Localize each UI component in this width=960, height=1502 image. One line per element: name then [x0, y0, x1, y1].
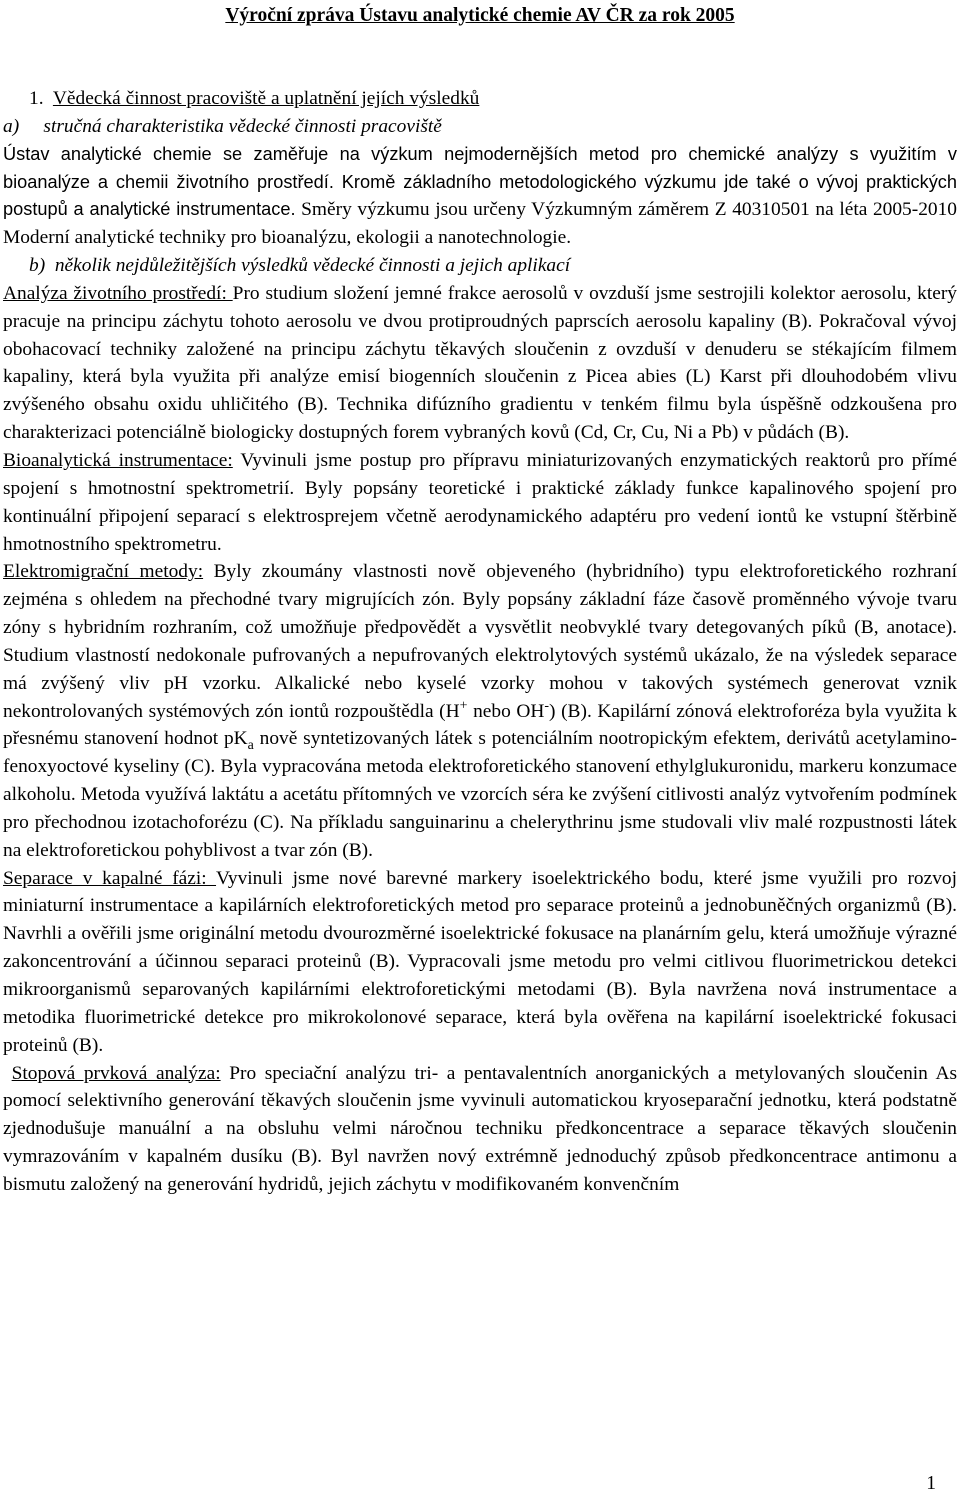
electromigration-text-1: Byly zkoumány vlastnosti nově objeveného (hybridního) typu elektroforetického rozhraní zejména s ohledem na přechodné tvary migrujících zón. Byly popsány základní fáze časově proměnného vývoje tvaru zóny s hybridním rozhraním, což umožňuje předpovědět a vysvětlit neobvyklé tvary detegovaných píků (B, anotace). Studium vlastností nedokonale pufrovaných a nepufrovaných elektrolytových systémů ukázalo, že na výsledek separace má zvýšený vliv pH vzorku. Alkalické nebo kyselé vzorky mohou v takových systémech generovat vznik nekontrolovaných systémových zón iontů rozpouštědla (H	[3, 561, 957, 722]
environment-text: Pro studium složení jemné frakce aerosolů v ovzduší jsme sestrojili kolektor aerosolu, který pracuje na principu záchytu tohoto aerosolu ve dvou protiproudných paprscích aerosolu kapaliny (B). Pokračoval vývoj obohacovací techniky založené na principu záchytu těkavých sloučenin z ovzduší v denuderu se stékajícím filmem kapaliny, která byla využita při analýze emisí biogenních sloučenin z Picea abies (L) Karst při dlouhodobém vlivu zvýšeného obsahu oxidu uhličitého (B). Technika difúzního gradientu v tenkém filmu byla úspěšně odzkoušena pro charakterizaci potenciálně biologicky dostupných forem vybraných kovů (Cd, Cr, Cu, Ni a Pb) v půdách (B).	[3, 282, 957, 444]
bioanalytical-paragraph	[3, 447, 957, 558]
environment-paragraph	[3, 280, 957, 447]
environment-label: Analýza životního prostředí:	[3, 282, 233, 304]
trace-analysis-label: Stopová prvková analýza:	[11, 1062, 221, 1084]
subsection-b-text: několik nejdůležitějších výsledků vědecké činnosti a jejich aplikací	[54, 255, 571, 277]
subscript-a: a	[247, 738, 254, 754]
section-heading: Vědecká činnost pracoviště a uplatnění jejích výsledků	[52, 88, 480, 109]
electromigration-text-3: ) (B). Kapilární zónová elektroforéza byla využita k přesnému stanovení hodnot pK	[3, 700, 957, 750]
trace-analysis-text: Pro speciační analýzu tri- a pentavalentních anorganických a metylovaných sloučenin As pomocí selektivního generování těkavých sloučenin jsme vyvinuli automatickou kryoseparační jednotku, která podstatně zjednodušuje manuální a na obsluhu velmi náročnou techniku předkoncentrace a separace těkavých sloučenin vymrazováním v kapalném dusíku (B). Byl navržen nový extrémně jednoduchý způsob předkoncentrace antimonu a bismutu založený na generování hydridů, jejich záchytu v modifikovaném konvenčním	[3, 1062, 957, 1195]
document-body	[3, 85, 957, 1199]
superscript-plus: +	[459, 698, 468, 714]
electromigration-paragraph	[3, 558, 957, 864]
subsection-a-label: a)	[3, 115, 20, 137]
bioanalytical-label: Bioanalytická instrumentace:	[3, 449, 233, 471]
page-number: 1	[926, 1473, 936, 1494]
bioanalytical-text: Vyvinuli jsme postup pro přípravu miniaturizovaných enzymatických reaktorů pro přímé spojení s hmotnostní spektrometrií. Byly popsány teoretické i praktické základy funkce kapalinového spojení pro kontinuální připojení separací s elektrosprejem včetně aerodynamického adaptéru pro vedení iontů ke vstupní štěrbině hmotnostního spektrometru.	[3, 449, 958, 555]
trace-analysis-paragraph	[3, 1060, 957, 1199]
subsection-b-line	[3, 252, 957, 280]
intro-paragraph	[3, 141, 957, 252]
intro-text-serif: Směry výzkumu jsou určeny Výzkumným záměrem Z 40310501 na léta 2005-2010 Moderní analytické techniky pro bioanalýzu, ekologii a nanotechnologie.	[3, 199, 957, 249]
electromigration-text-4: nově syntetizovaných látek s potenciálním nootropickým efektem, derivátů acetylamino-fenoxyoctové kyseliny (C). Byla vypracována metoda elektroforetického stanovení ethylglukuronidu, markeru konzumace alkoholu. Metoda využívá laktátu a acetátu přítomných ve vzorcích séra ke zvýšení citlivosti analýz vytvořením podmínek pro přechodnou izotachoforézu (C). Na příkladu sanguinarinu a chelerythrinu jsme studovali vliv malé rozpustnosti látek na elektroforetickou pohyblivost a tvar zón (B).	[3, 728, 957, 861]
superscript-minus: -	[544, 698, 550, 714]
subsection-b-label: b)	[29, 255, 46, 277]
subsection-a-line	[3, 113, 957, 141]
electromigration-label: Elektromigrační metody:	[3, 561, 204, 583]
electromigration-text-2: nebo OH	[467, 700, 545, 722]
separation-label: Separace v kapalné fázi:	[3, 867, 217, 889]
section-number: 1.	[29, 88, 44, 109]
separation-text: Vyvinuli jsme nové barevné markery isoelektrického bodu, které jsme využili pro rozvoj miniaturní instrumentace a kapilárních elektroforetických metod pro separace proteinů a jednobuněčných organizmů (B). Navrhli a ověřili jsme originální metodu dvourozměrné isoelektrické fokusace na planárním gelu, která umožňuje výrazné zakoncentrování a účinnou separaci proteinů (B). Vypracovali jsme metodu pro velmi citlivou fluorimetrickou detekci mikroorganismů separovaných kapilárními elektroforetickými metodami (B). Byla navržena nová instrumentace a metodika fluorimetrické detekce pro mikrokolonové separace, která byla ověřena na kapilární isoelektrické fokusaci proteinů (B).	[3, 867, 957, 1056]
section-heading-line	[3, 85, 957, 113]
subsection-a-text: stručná charakteristika vědecké činnosti pracoviště	[43, 115, 442, 137]
intro-text-sans: Ústav analytické chemie se zaměřuje na výzkum nejmodernějších metod pro chemické analýzy s využitím v bioanalýze a chemii životního prostředí. Kromě základního metodologického výzkumu jde také o vývoj praktických postupů a analytické instrumentace.	[3, 143, 957, 220]
report-title: Výroční zpráva Ústavu analytické chemie AV ČR za rok 2005	[225, 5, 735, 26]
separation-paragraph	[3, 865, 957, 1060]
